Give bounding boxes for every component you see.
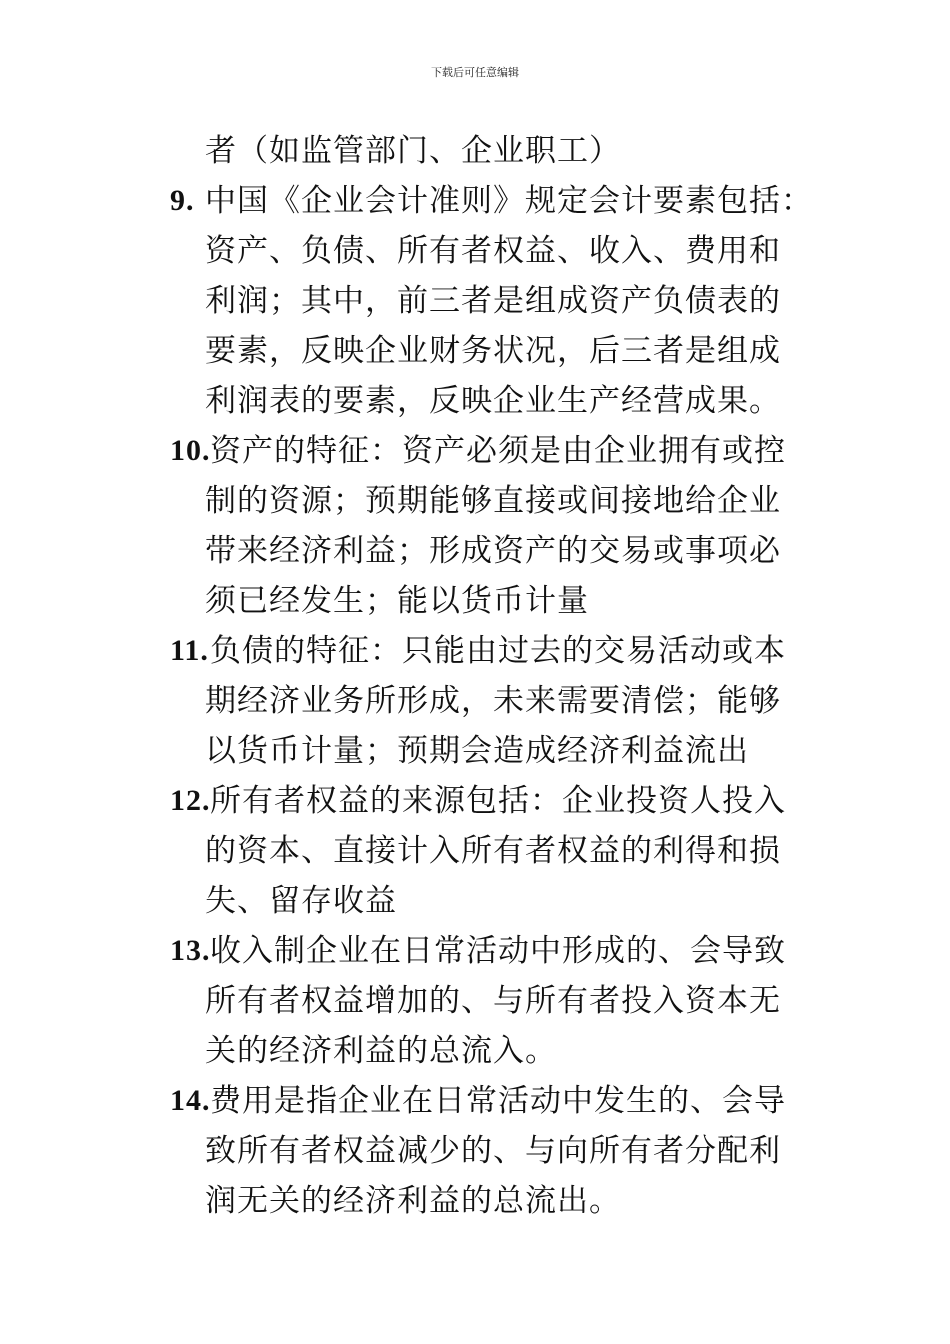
item-text-line: 资产的特征：资产必须是由企业拥有或控 [210,433,786,469]
item-text-line: 资产、负债、所有者权益、收入、费用和 [205,233,781,269]
item-text-line: 须已经发生；能以货币计量 [205,583,589,619]
item-number: 14. [170,1084,211,1117]
item-text-line: 润无关的经济利益的总流出。 [205,1183,621,1219]
item-text-line: 利润；其中，前三者是组成资产负债表的 [205,283,781,319]
item-number: 9. [170,184,195,217]
item-text-line: 所有者权益增加的、与所有者投入资本无 [205,983,781,1019]
item-number: 13. [170,934,211,967]
item-text-line: 所有者权益的来源包括：企业投资人投入 [210,783,786,819]
item-text-line: 致所有者权益减少的、与向所有者分配利 [205,1133,781,1169]
item-text-line: 收入制企业在日常活动中形成的、会导致 [210,933,786,969]
item-number: 11. [170,634,209,667]
item-text-line: 负债的特征：只能由过去的交易活动或本 [210,633,786,669]
item-number: 10. [170,434,211,467]
item-text-line: 失、留存收益 [205,883,397,919]
item-text-line: 制的资源；预期能够直接或间接地给企业 [205,483,781,519]
item-text-line: 费用是指企业在日常活动中发生的、会导 [210,1083,786,1119]
item-text-line: 以货币计量；预期会造成经济利益流出 [205,733,749,769]
item-text-line: 的资本、直接计入所有者权益的利得和损 [205,833,781,869]
item-text-line: 带来经济利益；形成资产的交易或事项必 [205,533,781,569]
item-text-line: 利润表的要素，反映企业生产经营成果。 [205,383,781,419]
item-text-line: 者（如监管部门、企业职工） [205,133,621,169]
item-number: 12. [170,784,211,817]
item-text-line: 中国《企业会计准则》规定会计要素包括： [205,183,813,219]
item-text-line: 要素，反映企业财务状况，后三者是组成 [205,333,781,369]
page-header-note: 下载后可任意编辑 [431,66,519,79]
item-text-line: 期经济业务所形成，未来需要清偿；能够 [205,683,781,719]
item-text-line: 关的经济利益的总流入。 [205,1033,557,1069]
